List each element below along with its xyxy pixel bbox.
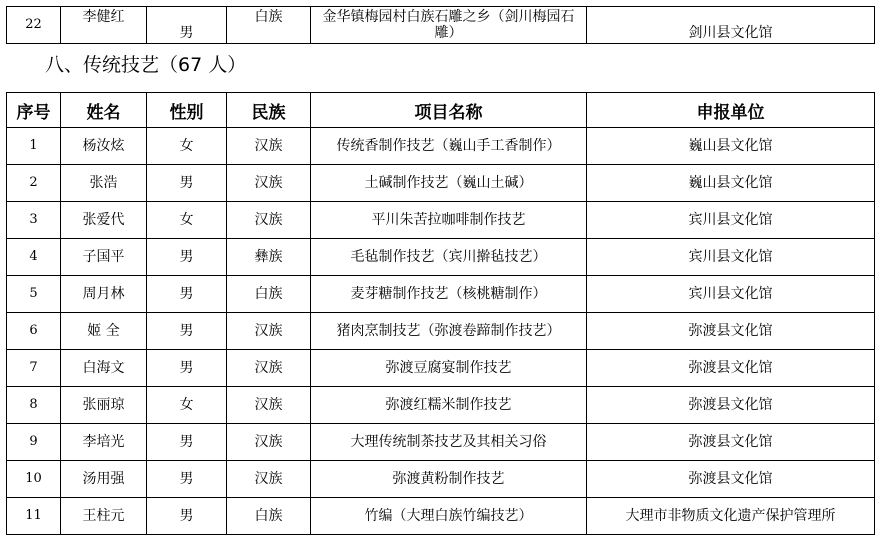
cell-gender: 男 <box>147 276 227 313</box>
header-unit: 申报单位 <box>587 93 875 128</box>
table-row <box>7 276 875 313</box>
cell-ethnicity: 汉族 <box>227 387 311 424</box>
cell-project: 竹编（大理白族竹编技艺） <box>311 498 587 535</box>
cell-ethnicity: 白族 <box>227 276 311 313</box>
cell-gender: 女 <box>147 387 227 424</box>
cell-name: 汤用强 <box>61 461 147 498</box>
cell-unit: 宾川县文化馆 <box>587 202 875 239</box>
cell-gender: 女 <box>147 202 227 239</box>
main-table <box>6 92 875 535</box>
cell-ethnicity: 汉族 <box>227 350 311 387</box>
table-row <box>7 165 875 202</box>
cell-name: 周月林 <box>61 276 147 313</box>
cell-gender: 女 <box>147 128 227 165</box>
header-project: 项目名称 <box>311 93 587 128</box>
header-gender: 性别 <box>147 93 227 128</box>
cell-no: 8 <box>7 387 61 424</box>
cell-gender: 男 <box>147 350 227 387</box>
cell-gender: 男 <box>147 313 227 350</box>
cell-gender: 男 <box>147 498 227 535</box>
table-row <box>7 461 875 498</box>
table-row <box>7 350 875 387</box>
cell-ethnicity: 汉族 <box>227 128 311 165</box>
table-row <box>7 7 875 44</box>
cell-no: 4 <box>7 239 61 276</box>
cell-no: 22 <box>7 7 61 44</box>
cell-name: 张丽琼 <box>61 387 147 424</box>
cell-gender: 男 <box>147 165 227 202</box>
cell-ethnicity: 汉族 <box>227 461 311 498</box>
cell-project: 土碱制作技艺（巍山土碱） <box>311 165 587 202</box>
cell-no: 1 <box>7 128 61 165</box>
cell-project: 大理传统制茶技艺及其相关习俗 <box>311 424 587 461</box>
table-row <box>7 128 875 165</box>
cell-project: 弥渡黄粉制作技艺 <box>311 461 587 498</box>
cell-unit: 弥渡县文化馆 <box>587 387 875 424</box>
cell-project: 平川朱苦拉咖啡制作技艺 <box>311 202 587 239</box>
cell-project: 猪肉烹制技艺（弥渡卷蹄制作技艺） <box>311 313 587 350</box>
cell-no: 7 <box>7 350 61 387</box>
cell-gender: 男 <box>147 7 227 44</box>
cell-no: 3 <box>7 202 61 239</box>
cell-ethnicity: 汉族 <box>227 165 311 202</box>
cell-ethnicity: 彝族 <box>227 239 311 276</box>
cell-name: 杨汝炫 <box>61 128 147 165</box>
cell-no: 2 <box>7 165 61 202</box>
cell-no: 5 <box>7 276 61 313</box>
cell-unit: 剑川县文化馆 <box>587 7 875 44</box>
cell-unit: 大理市非物质文化遗产保护管理所 <box>587 498 875 535</box>
cell-no: 9 <box>7 424 61 461</box>
cell-unit: 弥渡县文化馆 <box>587 350 875 387</box>
section-heading: 八、传统技艺（67 人） <box>45 54 247 76</box>
table-row <box>7 498 875 535</box>
cell-ethnicity: 白族 <box>227 7 311 44</box>
cell-ethnicity: 汉族 <box>227 424 311 461</box>
cell-unit: 弥渡县文化馆 <box>587 313 875 350</box>
header-no: 序号 <box>7 93 61 128</box>
cell-name: 白海文 <box>61 350 147 387</box>
cell-ethnicity: 汉族 <box>227 313 311 350</box>
cell-unit: 巍山县文化馆 <box>587 165 875 202</box>
cell-ethnicity: 白族 <box>227 498 311 535</box>
cell-unit: 宾川县文化馆 <box>587 276 875 313</box>
cell-ethnicity: 汉族 <box>227 202 311 239</box>
table-row <box>7 239 875 276</box>
cell-unit: 巍山县文化馆 <box>587 128 875 165</box>
cell-gender: 男 <box>147 239 227 276</box>
table-row <box>7 387 875 424</box>
header-name: 姓名 <box>61 93 147 128</box>
cell-name: 李培光 <box>61 424 147 461</box>
cell-project: 传统香制作技艺（巍山手工香制作） <box>311 128 587 165</box>
cell-no: 10 <box>7 461 61 498</box>
cell-name: 姬 全 <box>61 313 147 350</box>
cell-gender: 男 <box>147 461 227 498</box>
cell-unit: 弥渡县文化馆 <box>587 424 875 461</box>
cell-unit: 宾川县文化馆 <box>587 239 875 276</box>
cell-name: 子国平 <box>61 239 147 276</box>
previous-section-table <box>6 6 875 44</box>
cell-project: 金华镇梅园村白族石雕之乡（剑川梅园石雕） <box>311 7 587 44</box>
cell-name: 张爱代 <box>61 202 147 239</box>
cell-name: 王柱元 <box>61 498 147 535</box>
header-ethnicity: 民族 <box>227 93 311 128</box>
table-row <box>7 424 875 461</box>
cell-name: 张浩 <box>61 165 147 202</box>
cell-project: 弥渡豆腐宴制作技艺 <box>311 350 587 387</box>
cell-project: 弥渡红糯米制作技艺 <box>311 387 587 424</box>
cell-name: 李健红 <box>61 7 147 44</box>
table-header-row <box>7 93 875 128</box>
cell-unit: 弥渡县文化馆 <box>587 461 875 498</box>
cell-project: 毛毡制作技艺（宾川擀毡技艺） <box>311 239 587 276</box>
table-row <box>7 202 875 239</box>
cell-no: 11 <box>7 498 61 535</box>
cell-no: 6 <box>7 313 61 350</box>
table-row <box>7 313 875 350</box>
cell-gender: 男 <box>147 424 227 461</box>
cell-project: 麦芽糖制作技艺（核桃糖制作） <box>311 276 587 313</box>
